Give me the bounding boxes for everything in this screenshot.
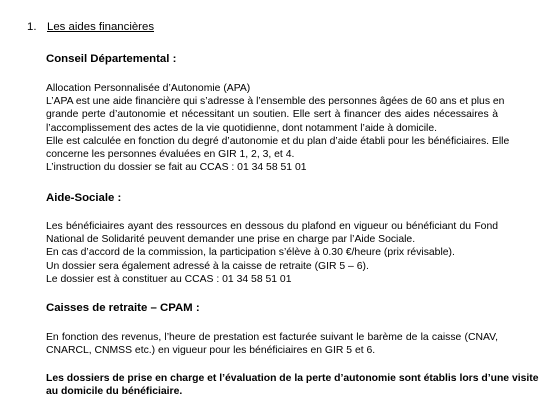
conseil-line: Allocation Personnalisée d’Autonomie (APA) [46,83,251,94]
conseil-line: grande perte d’autonomie et nécessitant un soutien. Elle sert à financer des aides nécessaires à [46,109,498,121]
closing-line: Les dossiers de prise en charge et l’évaluation de la perte d’autonomie sont établis lors d’une visite [46,373,539,384]
section-heading [27,21,154,34]
conseil-line: l’accomplissement des actes de la vie quotidienne, dont notamment l’aide à domicile. [46,122,438,134]
conseil-line: L’instruction du dossier se fait au CCAS : 01 34 58 51 01 [46,162,307,174]
aide-sociale-paragraph [46,220,498,286]
caisses-line: En fonction des revenus, l’heure de prestation est facturée suivant le barème de la caisse (CNAV, [46,332,498,343]
conseil-line: concerne les personnes évaluées en GIR 1, 2, 3, et 4. [46,148,295,160]
conseil-paragraph [46,82,510,174]
closing-paragraph [46,372,539,398]
conseil-line: Elle est calculée en fonction du degré d’autonomie et du plan d’aide établi pour les bénéficiaires. Elle [46,135,510,147]
caisses-title: Caisses de retraite – CPAM : [46,302,200,314]
aide-sociale-line: Les bénéficiaires ayant des ressources en dessous du plafond en vigueur ou bénéficiant du Fond [46,221,498,232]
heading-number: 1. [27,21,37,33]
conseil-title: Conseil Départemental : [46,53,177,65]
aide-sociale-line: Un dossier sera également adressé à la caisse de retraite (GIR 5 – 6). [46,260,369,272]
conseil-line: L’APA est une aide financière qui s’adresse à l’ensemble des personnes âgées de 60 ans et plus en [46,96,505,108]
heading-title: Les aides financières [47,21,155,33]
aide-sociale-line: En cas d’accord de la commission, la participation s’élève à 0.30 €/heure (prix révisable). [46,247,455,259]
caisses-paragraph [46,331,498,357]
closing-line: au domicile du bénéficiaire. [46,386,183,398]
aide-sociale-line: Le dossier est à constituer au CCAS : 01 34 58 51 01 [46,273,292,285]
caisses-line: CNARCL, CNMSS etc.) en vigueur pour les bénéficiaires en GIR 5 et 6. [46,345,376,357]
aide-sociale-title: Aide-Sociale : [46,192,122,204]
aide-sociale-line: National de Solidarité peuvent demander une prise en charge par l’Aide Sociale. [46,234,416,246]
